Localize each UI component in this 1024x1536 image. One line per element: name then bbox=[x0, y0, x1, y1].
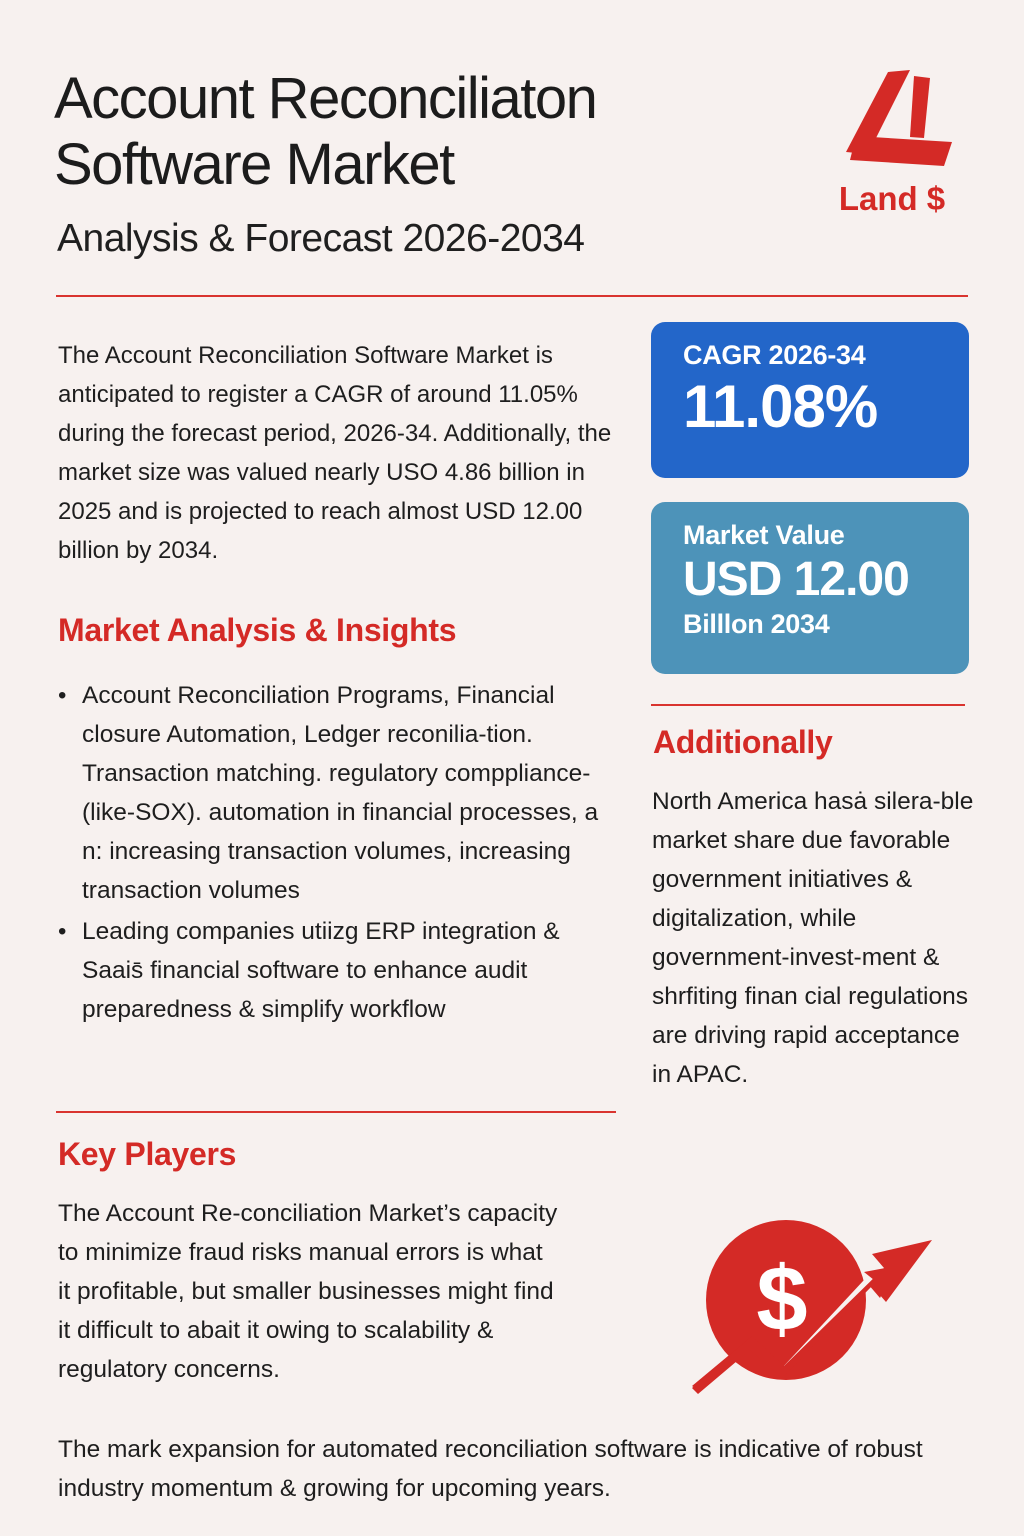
cagr-label: CAGR 2026-34 bbox=[683, 340, 866, 370]
additionally-heading: Additionally bbox=[653, 724, 833, 760]
key-players-paragraph: The Account Re-conciliation Market’s capacity to minimize fraud risks manual errors is what it profitable, but smaller businesses might find it difficult to abait it owing to scalability & regulatory concerns. bbox=[58, 1200, 558, 1383]
intro-paragraph: The Account Reconciliation Software Market is anticipated to register a CAGR of around 11.05% during the forecast period, 2026-34. Additionally, the market size was valued nearly USO 4.86 billion in 2025 and is projected to reach almost USD 12.00 billion by 2034. bbox=[58, 342, 612, 564]
land-logo-icon bbox=[826, 62, 956, 182]
additionally-paragraph: North America hasȧ silera-ble market share due favorable government initiatives & digitalization, while government-invest-ment & shrfiting finan cial regulations are driving rapid acceptance in APAC. bbox=[652, 788, 974, 1088]
market-value-card bbox=[651, 502, 969, 674]
brand-logo bbox=[826, 62, 956, 227]
cagr-card bbox=[651, 322, 969, 478]
market-analysis-heading: Market Analysis & Insights bbox=[58, 612, 457, 648]
header-divider bbox=[56, 295, 968, 297]
page-title: Account Reconciliaton Software Market bbox=[54, 66, 597, 197]
market-value-label: Market Value bbox=[683, 520, 845, 550]
market-value-amount: USD 12.00 bbox=[683, 553, 909, 606]
dollar-growth-arrow-icon bbox=[688, 1218, 938, 1408]
logo-text: Land $ bbox=[838, 180, 946, 217]
closing-paragraph: The mark expansion for automated reconciliation software is indicative of robust industry momentum & growing for upcoming years. bbox=[58, 1436, 923, 1502]
dollar-symbol: $ bbox=[756, 1248, 808, 1350]
page-subtitle: Analysis & Forecast 2026-2034 bbox=[57, 217, 585, 260]
key-players-heading: Key Players bbox=[58, 1136, 237, 1172]
cagr-value: 11.08% bbox=[683, 373, 878, 440]
insights-list bbox=[58, 676, 618, 1031]
key-players-divider bbox=[56, 1111, 616, 1113]
market-value-sub: Billlon 2034 bbox=[683, 609, 830, 639]
insight-bullet: • Account Reconciliation Programs, Financial closure Automation, Ledger reconilia-tion. Transaction matching. regulatory comppliance-(like-SOX). automation in financial processes, a n: increasing transaction volumes, increasing transaction volumes bbox=[58, 676, 618, 910]
side-divider bbox=[651, 704, 965, 706]
insight-bullet: • Leading companies utiizg ERP integration & Saais̄ financial software to enhance audit preparedness & simplify workflow bbox=[58, 912, 618, 1029]
